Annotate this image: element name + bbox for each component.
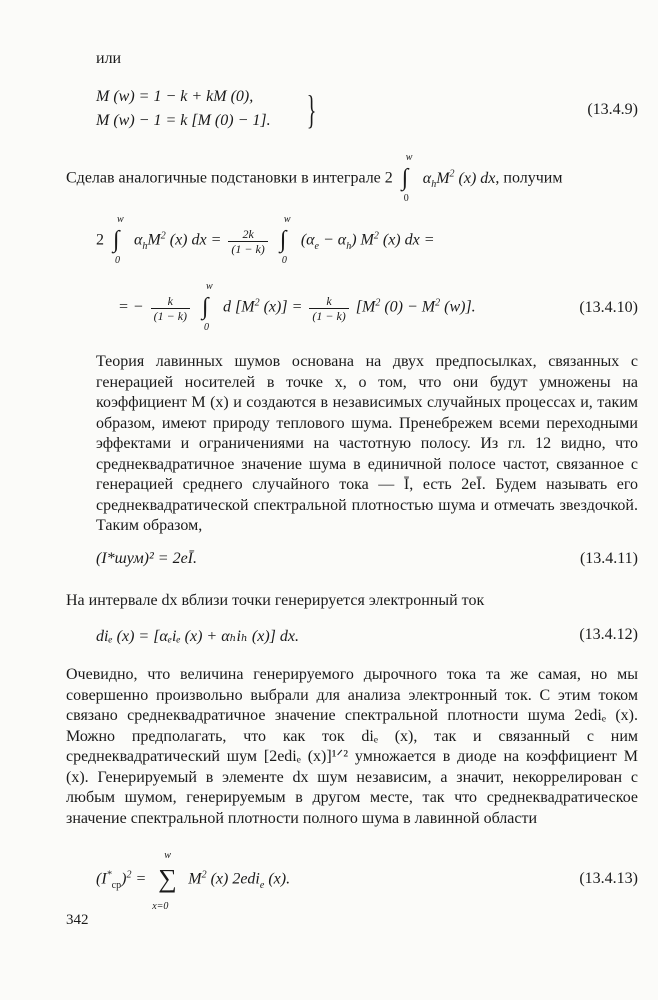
eq-13-4-12-number: (13.4.12) <box>579 626 638 643</box>
eq-13-4-11-number: (13.4.11) <box>579 550 638 567</box>
eq-13-4-9-line1: M (w) = 1 − k + kM (0), <box>96 88 254 105</box>
eq-13-4-10-number: (13.4.10) <box>579 299 638 316</box>
eq-13-4-9-line2: M (w) − 1 = k [M (0) − 1]. <box>96 112 271 129</box>
eq-13-4-13-number: (13.4.13) <box>579 870 638 887</box>
page-number: 342 <box>66 912 89 928</box>
eq-13-4-10-line1: 2 w ∫ 0 $\alpha_hM^2$ (x) dx = $\frac{2k}{(1 - k)}$ w ∫ 0 $(\alpha_e - \alpha_h)$ $M^2$ (x) dx = <box>96 214 435 266</box>
word-or: или <box>96 50 122 67</box>
sentence-2: На интервале dx вблизи точки генерируется электронный ток <box>66 592 485 609</box>
paragraph-2: Очевидно, что величина генерируемого дырочного тока та же самая, но мы совершенно произвольно выбрали для анализа электронный ток. С этим током связано среднеквадратичное значение спектральной плотности шума 2ediₑ (x). Можно предполагать, что как ток diₑ (x), так и связанный с ним среднеквадратический шум [2ediₑ (x)]¹ᐟ² умножается в диоде на коэффициент M (x). Генерируемый в элементе dx шум независим, а значит, некоррелирован с любым шумом, генерируемым в другом месте, так что среднеквадратическое значение спектральной плотности полного шума в лавинной области <box>66 666 638 827</box>
eq-13-4-11: (I*шум)² = 2eĪ. <box>96 550 197 567</box>
paragraph-1: Теория лавинных шумов основана на двух предпосылках, связанных с генерацией носителей в точке x, о том, что они будут умножены на коэффициент M (x) и создаются в независимых случайных процессах и, таким образом, имеют природу теплового шума. Пренебрежем всеми переходными эффектами и ограничениями на частотную полосу. Из гл. 12 видно, что среднеквадратичное значение шума в единичной полосе частот, связанное с генерацией среднего случайного тока — Ī, есть 2eĪ. Будем называть его среднеквадратической спектральной плотностью шума и отмечать звездочкой. Таким образом, <box>96 353 638 534</box>
eq-13-4-9-number: (13.4.9) <box>587 101 638 118</box>
eq-13-4-9-brace: } <box>306 87 317 132</box>
sentence-1: Сделав аналогичные подстановки в интеграле 2 w ∫ 0 $\alpha_hM^2$ (x) dx, получим <box>66 152 563 204</box>
eq-13-4-13: $(I^*_{ср})^2$ = w ∑ x=0 $M^2$ (x) 2edi$_e$ (x). <box>96 850 291 912</box>
eq-13-4-12: diₑ (x) = [αₑiₑ (x) + αₕiₕ (x)] dx. <box>96 628 299 645</box>
eq-13-4-10-line2: = − $\frac{k}{(1 - k)}$ w ∫ 0 d [$M^2$ (x)] = $\frac{k}{(1 - k)}$ [$M^2$ $(0) - M^2$ (w)]. <box>118 281 476 333</box>
